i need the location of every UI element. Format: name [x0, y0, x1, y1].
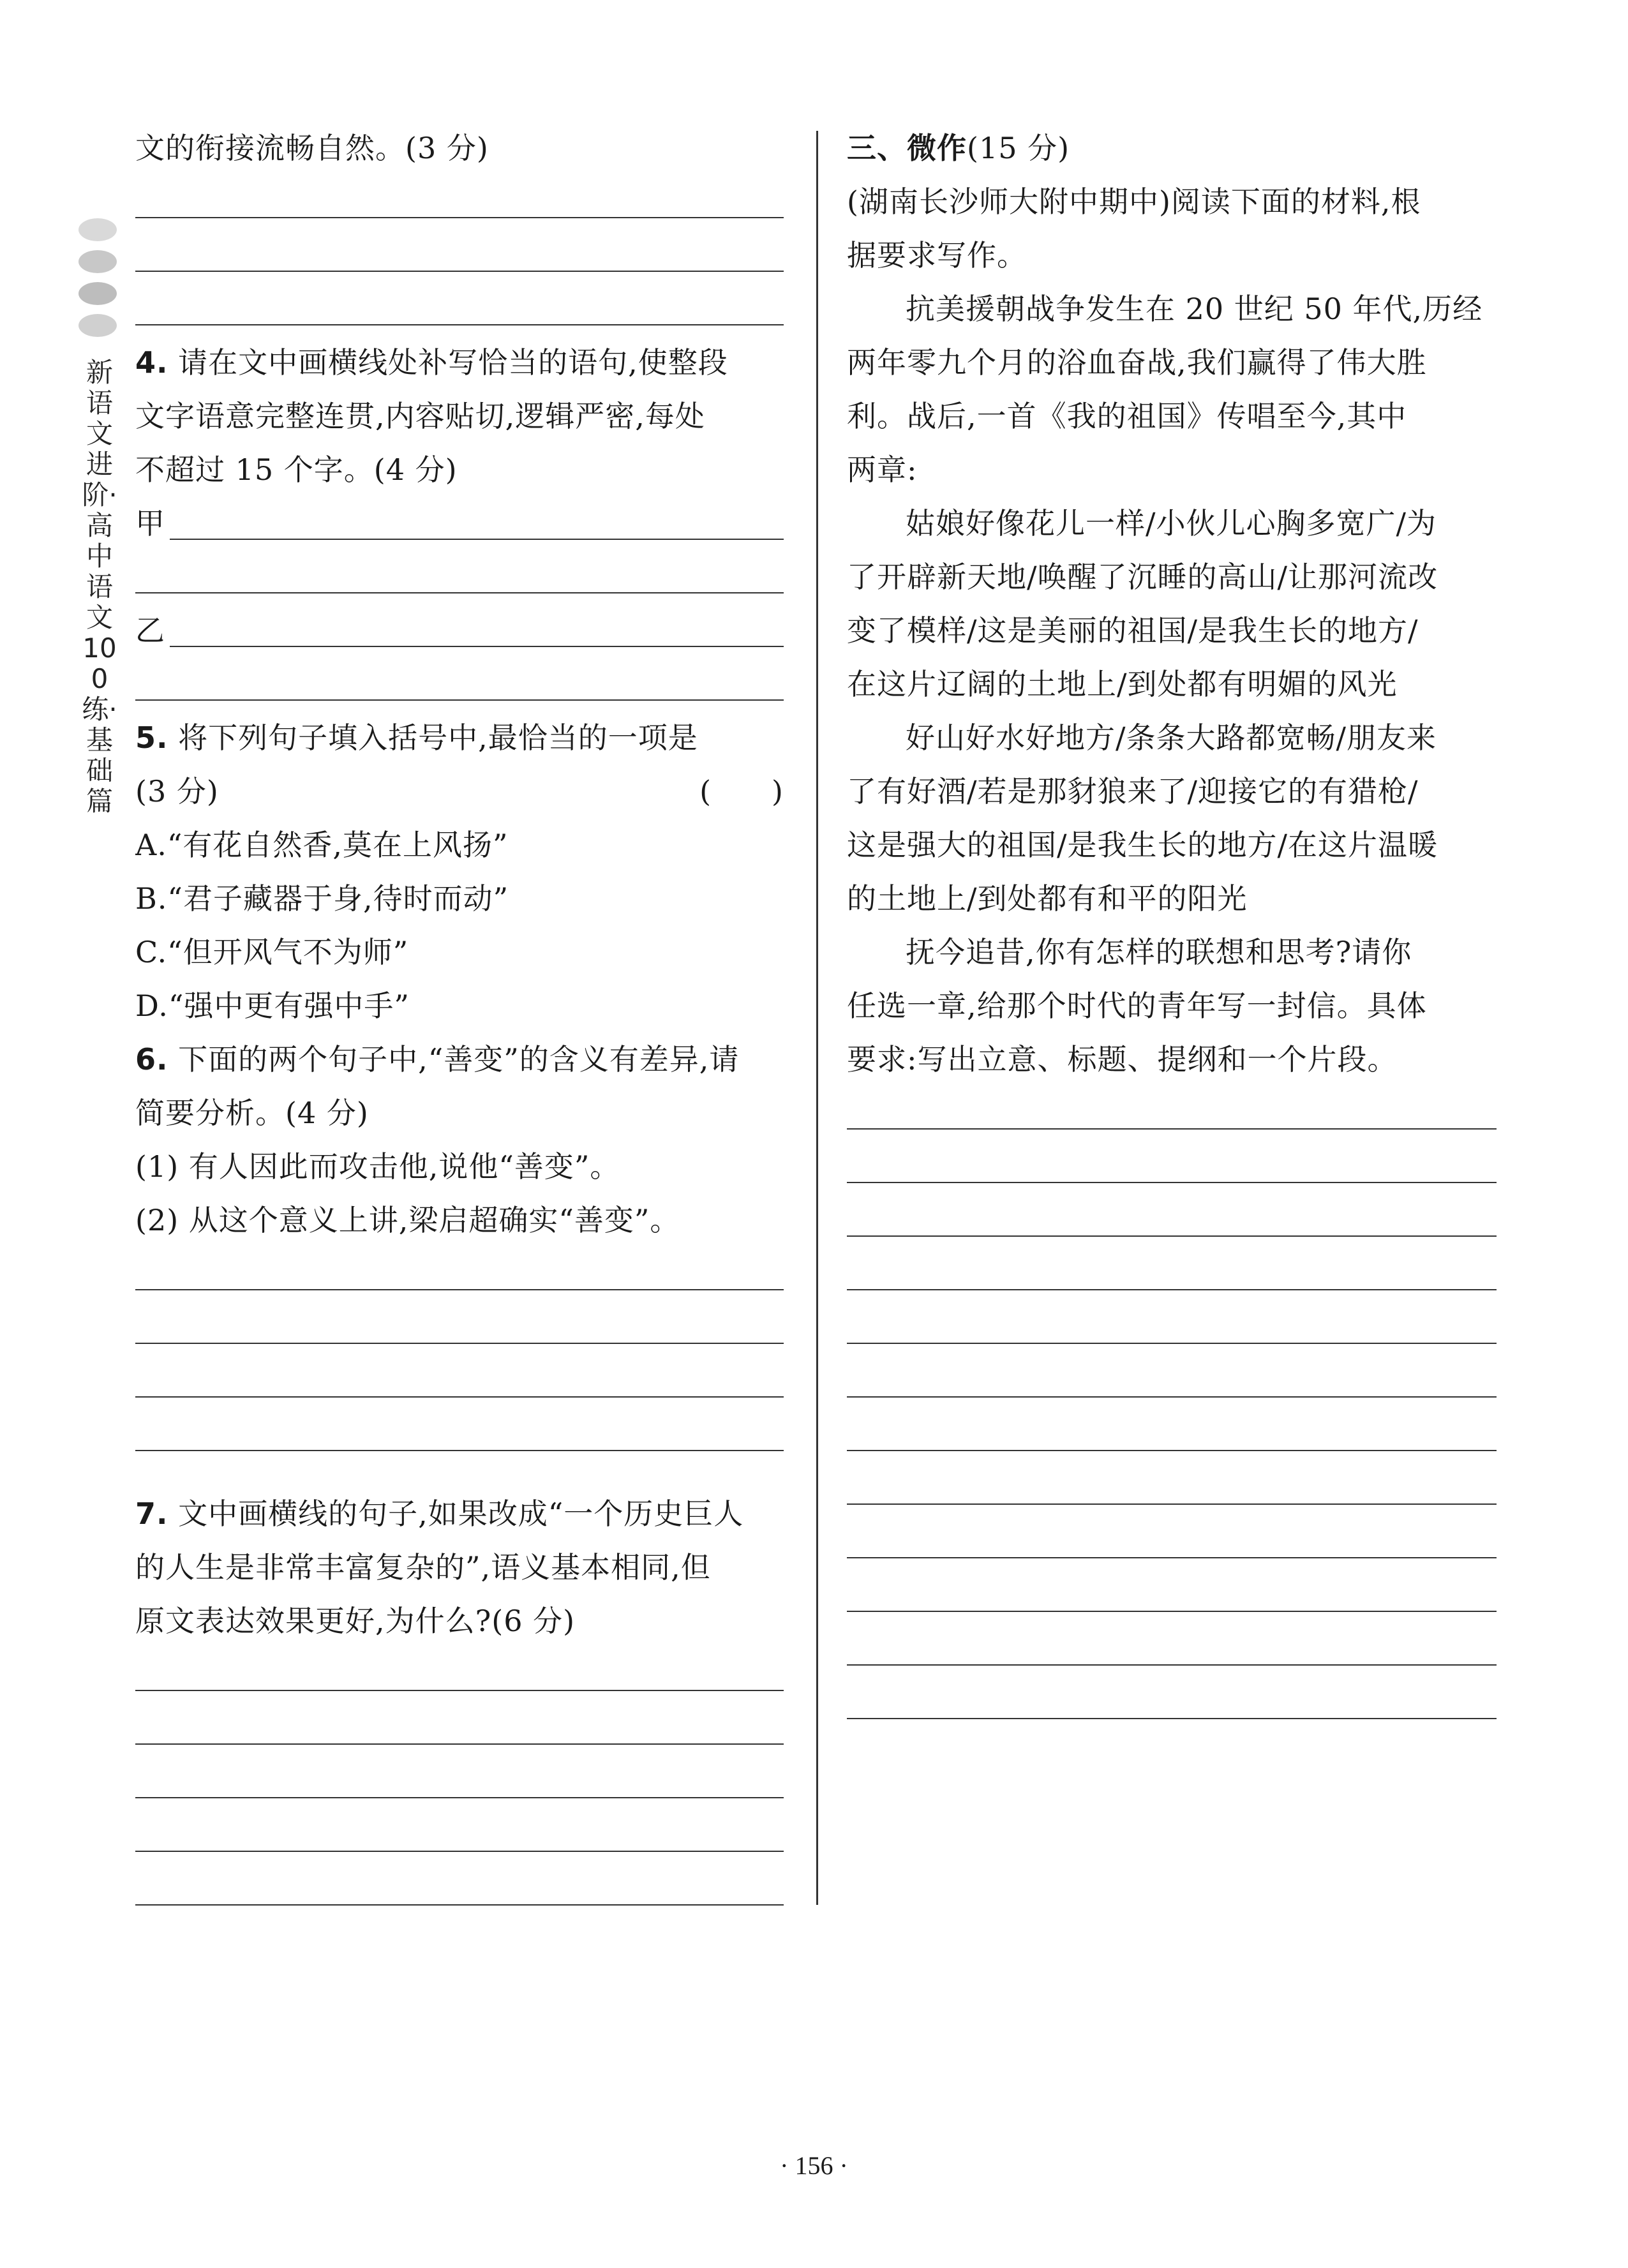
paragraph-4-line: 任选一章,给那个时代的青年写一封信。具体: [847, 989, 1427, 1023]
question-5-line-2: (3 分) ( ): [135, 765, 784, 818]
answer-line[interactable]: [135, 1809, 784, 1862]
answer-row-a[interactable]: [135, 496, 784, 550]
writing-line[interactable]: [847, 1569, 1497, 1622]
writing-line[interactable]: [847, 1622, 1497, 1676]
answer-line[interactable]: [135, 1755, 784, 1809]
series-title: 新语文进阶·高中语文100练·基础篇: [82, 357, 117, 817]
paragraph-3-line: 好山好水好地方/条条大路都宽畅/朋友来: [906, 720, 1437, 755]
answer-line[interactable]: [170, 539, 784, 540]
question-6-line-1: 6. 下面的两个句子中,“善变”的含义有差异,请: [135, 1042, 740, 1077]
answer-line[interactable]: [135, 1354, 784, 1408]
answer-line[interactable]: [135, 1247, 784, 1301]
option-c: C.“但开风气不为师”: [135, 935, 409, 969]
writing-line[interactable]: [847, 1515, 1497, 1569]
question-5-line-1: 5. 将下列句子填入括号中,最恰当的一项是: [135, 720, 698, 755]
question-4-number: 4.: [135, 345, 168, 380]
writing-line[interactable]: [847, 1408, 1497, 1461]
column-divider: [816, 131, 818, 1905]
paragraph-1-line: 利。战后,一首《我的祖国》传唱至今,其中: [847, 399, 1407, 433]
paragraph-2-line: 了开辟新天地/唤醒了沉睡的高山/让那河流改: [847, 560, 1438, 594]
option-d: D.“强中更有强中手”: [135, 989, 410, 1023]
writing-line[interactable]: [847, 1676, 1497, 1729]
answer-line[interactable]: [135, 282, 784, 336]
answer-line[interactable]: [135, 1301, 784, 1354]
answer-bracket[interactable]: ( ): [699, 774, 784, 809]
question-7-line-2: 的人生是非常丰富复杂的”,语义基本相同,但: [135, 1550, 711, 1585]
left-column: [135, 121, 784, 1916]
paragraph-4-line: 抚今追昔,你有怎样的联想和思考?请你: [906, 935, 1412, 969]
label-jia: 甲: [135, 506, 165, 541]
answer-line[interactable]: [170, 646, 784, 647]
question-7-number: 7.: [135, 1496, 168, 1531]
paragraph-1-line: 抗美援朝战争发生在 20 世纪 50 年代,历经: [906, 292, 1483, 326]
sentence-2: (2) 从这个意义上讲,梁启超确实“善变”。: [135, 1203, 680, 1237]
paragraph-2-line: 姑娘好像花儿一样/小伙儿心胸多宽广/为: [906, 506, 1437, 541]
paragraph-1-line: 两年零九个月的浴血奋战,我们赢得了伟大胜: [847, 345, 1427, 380]
question-4-line-2: 文字语意完整连贯,内容贴切,逻辑严密,每处: [135, 399, 705, 433]
option-a: A.“有花自然香,莫在上风扬”: [135, 828, 509, 862]
page-number: · 156 ·: [780, 2151, 848, 2180]
section-heading: [847, 121, 1497, 175]
answer-line[interactable]: [135, 657, 784, 711]
option-b: B.“君子藏器于身,待时而动”: [135, 881, 509, 916]
section-title: 三、微作: [847, 131, 967, 165]
answer-line[interactable]: [135, 175, 784, 228]
paragraph-3-line: 了有好酒/若是那豺狼来了/迎接它的有猎枪/: [847, 774, 1419, 809]
writing-line[interactable]: [847, 1086, 1497, 1140]
answer-line[interactable]: [135, 550, 784, 604]
paragraph-3-line: 这是强大的祖国/是我生长的地方/在这片温暖: [847, 828, 1438, 862]
paragraph-3-line: 的土地上/到处都有和平的阳光: [847, 881, 1248, 916]
writing-line[interactable]: [847, 1193, 1497, 1247]
intro-line-2: 据要求写作。: [847, 238, 1027, 272]
writing-line[interactable]: [847, 1301, 1497, 1354]
answer-line[interactable]: [135, 228, 784, 282]
label-yi: 乙: [135, 613, 165, 648]
answer-line[interactable]: [135, 1701, 784, 1755]
question-7-line-3: 原文表达效果更好,为什么?(6 分): [135, 1604, 576, 1638]
question-5-number: 5.: [135, 720, 168, 755]
paragraph-2-line: 变了模样/这是美丽的祖国/是我生长的地方/: [847, 613, 1419, 648]
answer-row-b[interactable]: [135, 604, 784, 657]
question-4-line-1: 4. 请在文中画横线处补写恰当的语句,使整段: [135, 345, 728, 380]
writing-line[interactable]: [847, 1247, 1497, 1301]
sentence-1: (1) 有人因此而攻击他,说他“善变”。: [135, 1149, 620, 1184]
section-score: (15 分): [967, 131, 1070, 165]
decorative-swoosh-icon: [75, 211, 120, 345]
paragraph-4-line: 要求:写出立意、标题、提纲和一个片段。: [847, 1042, 1398, 1077]
writing-line[interactable]: [847, 1354, 1497, 1408]
answer-line[interactable]: [135, 1862, 784, 1916]
question-6-line-2: 简要分析。(4 分): [135, 1096, 369, 1130]
continuation-line: 文的衔接流畅自然。(3 分): [135, 131, 489, 165]
right-column: [847, 121, 1497, 1729]
question-7-line-1: 7. 文中画横线的句子,如果改成“一个历史巨人: [135, 1496, 744, 1531]
answer-line[interactable]: [135, 1648, 784, 1701]
intro-line-1: (湖南长沙师大附中期中)阅读下面的材料,根: [847, 184, 1421, 219]
paragraph-2-line: 在这片辽阔的土地上/到处都有明媚的风光: [847, 667, 1398, 701]
question-6-number: 6.: [135, 1042, 168, 1077]
writing-line[interactable]: [847, 1140, 1497, 1193]
question-4-line-3: 不超过 15 个字。(4 分): [135, 452, 458, 487]
answer-line[interactable]: [135, 1408, 784, 1461]
paragraph-1-line: 两章:: [847, 452, 918, 487]
writing-line[interactable]: [847, 1461, 1497, 1515]
